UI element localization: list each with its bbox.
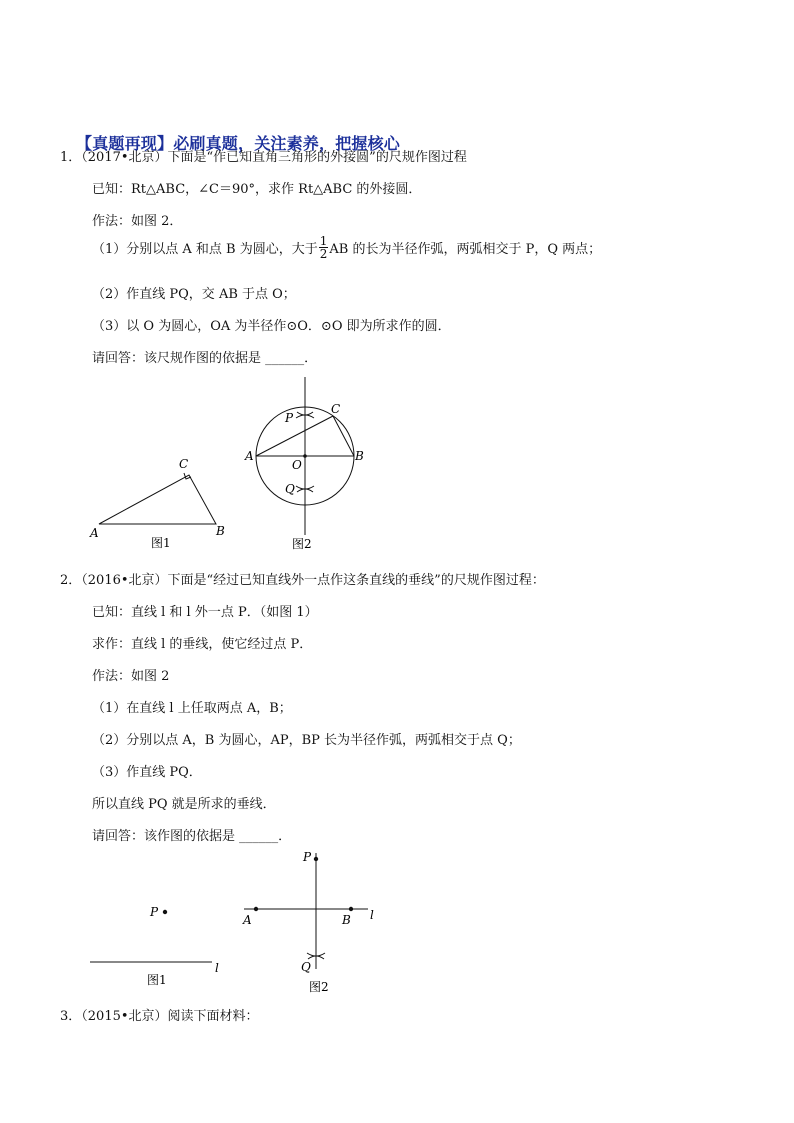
section-title: 【真题再现】必刷真题，关注素养，把握核心 [76, 134, 401, 153]
q1-step1 [92, 235, 601, 260]
fraction-denominator: 2 [319, 247, 328, 261]
q2-step1: （1）在直线 l 上任取两点 A，B； [92, 701, 292, 716]
caption-fig1: 图1 [151, 536, 171, 550]
q2-header: 2．（2016•北京）下面是“经过已知直线外一点作这条直线的垂线”的尺规作图过程： [60, 573, 545, 588]
q1-method: 作法：如图 2． [92, 214, 183, 229]
label-c: C [179, 457, 189, 471]
q2-given: 已知：直线 l 和 l 外一点 P．（如图 1） [92, 605, 318, 620]
label-a: A [243, 913, 252, 927]
label-l: l [370, 908, 374, 922]
label-b: B [342, 913, 351, 927]
q1-step1-fraction [319, 235, 329, 260]
label-q: Q [301, 960, 311, 974]
label-l: l [215, 961, 219, 975]
segment-cb [333, 416, 354, 456]
q1-step2: （2）作直线 PQ，交 AB 于点 O； [92, 287, 296, 302]
q2-step2: （2）分别以点 A，B 为圆心，AP，BP 长为半径作弧，两弧相交于点 Q； [92, 733, 521, 748]
label-p: P [150, 905, 159, 919]
q1-step3: （3）以 O 为圆心，OA 为半径作⊙O．⊙O 即为所求作的圆． [92, 319, 451, 334]
q2-answer: 请回答：该作图的依据是 ______． [92, 829, 292, 844]
point-p [314, 857, 318, 861]
q1-figure-2 [240, 372, 370, 552]
fraction-numerator: 1 [319, 234, 328, 248]
label-c: C [331, 402, 341, 416]
label-p: P [285, 411, 294, 425]
q1-answer: 请回答：该尺规作图的依据是 ______． [92, 351, 318, 366]
label-q: Q [285, 482, 295, 496]
label-p: P [303, 850, 312, 864]
label-a: A [245, 449, 254, 463]
q1-figure-1 [85, 455, 235, 555]
point-p [163, 910, 167, 914]
q2-step3: （3）作直线 PQ． [92, 765, 202, 780]
right-triangle [99, 475, 216, 524]
q1-step1-text-b: AB 的长为半径作弧，两弧相交于 P，Q 两点； [329, 242, 602, 257]
q2-figure-2 [235, 845, 385, 995]
caption-fig2: 图2 [292, 537, 312, 551]
point-a [254, 907, 258, 911]
center-point-o [303, 454, 307, 458]
caption-fig2: 图2 [309, 980, 329, 994]
label-b: B [216, 524, 225, 538]
label-o: O [292, 458, 302, 472]
q1-header: 1．（2017•北京）下面是“作已知直角三角形的外接圆”的尺规作图过程 [60, 150, 467, 165]
caption-fig1: 图1 [147, 973, 167, 987]
label-b: B [355, 449, 364, 463]
q2-figure-1 [85, 895, 235, 990]
q3-header: 3．（2015•北京）阅读下面材料： [60, 1009, 259, 1024]
q2-method: 作法：如图 2 [92, 669, 170, 684]
q2-conclusion: 所以直线 PQ 就是所求的垂线． [92, 797, 276, 812]
q1-step1-text-a: （1）分别以点 A 和点 B 为圆心，大于 [92, 242, 318, 257]
q1-given: 已知：Rt△ABC，∠C＝90°，求作 Rt△ABC 的外接圆． [92, 182, 422, 197]
point-b [349, 907, 353, 911]
segment-ac [256, 416, 333, 456]
label-a: A [90, 526, 99, 540]
q2-seek: 求作：直线 l 的垂线，使它经过点 P． [92, 637, 313, 652]
